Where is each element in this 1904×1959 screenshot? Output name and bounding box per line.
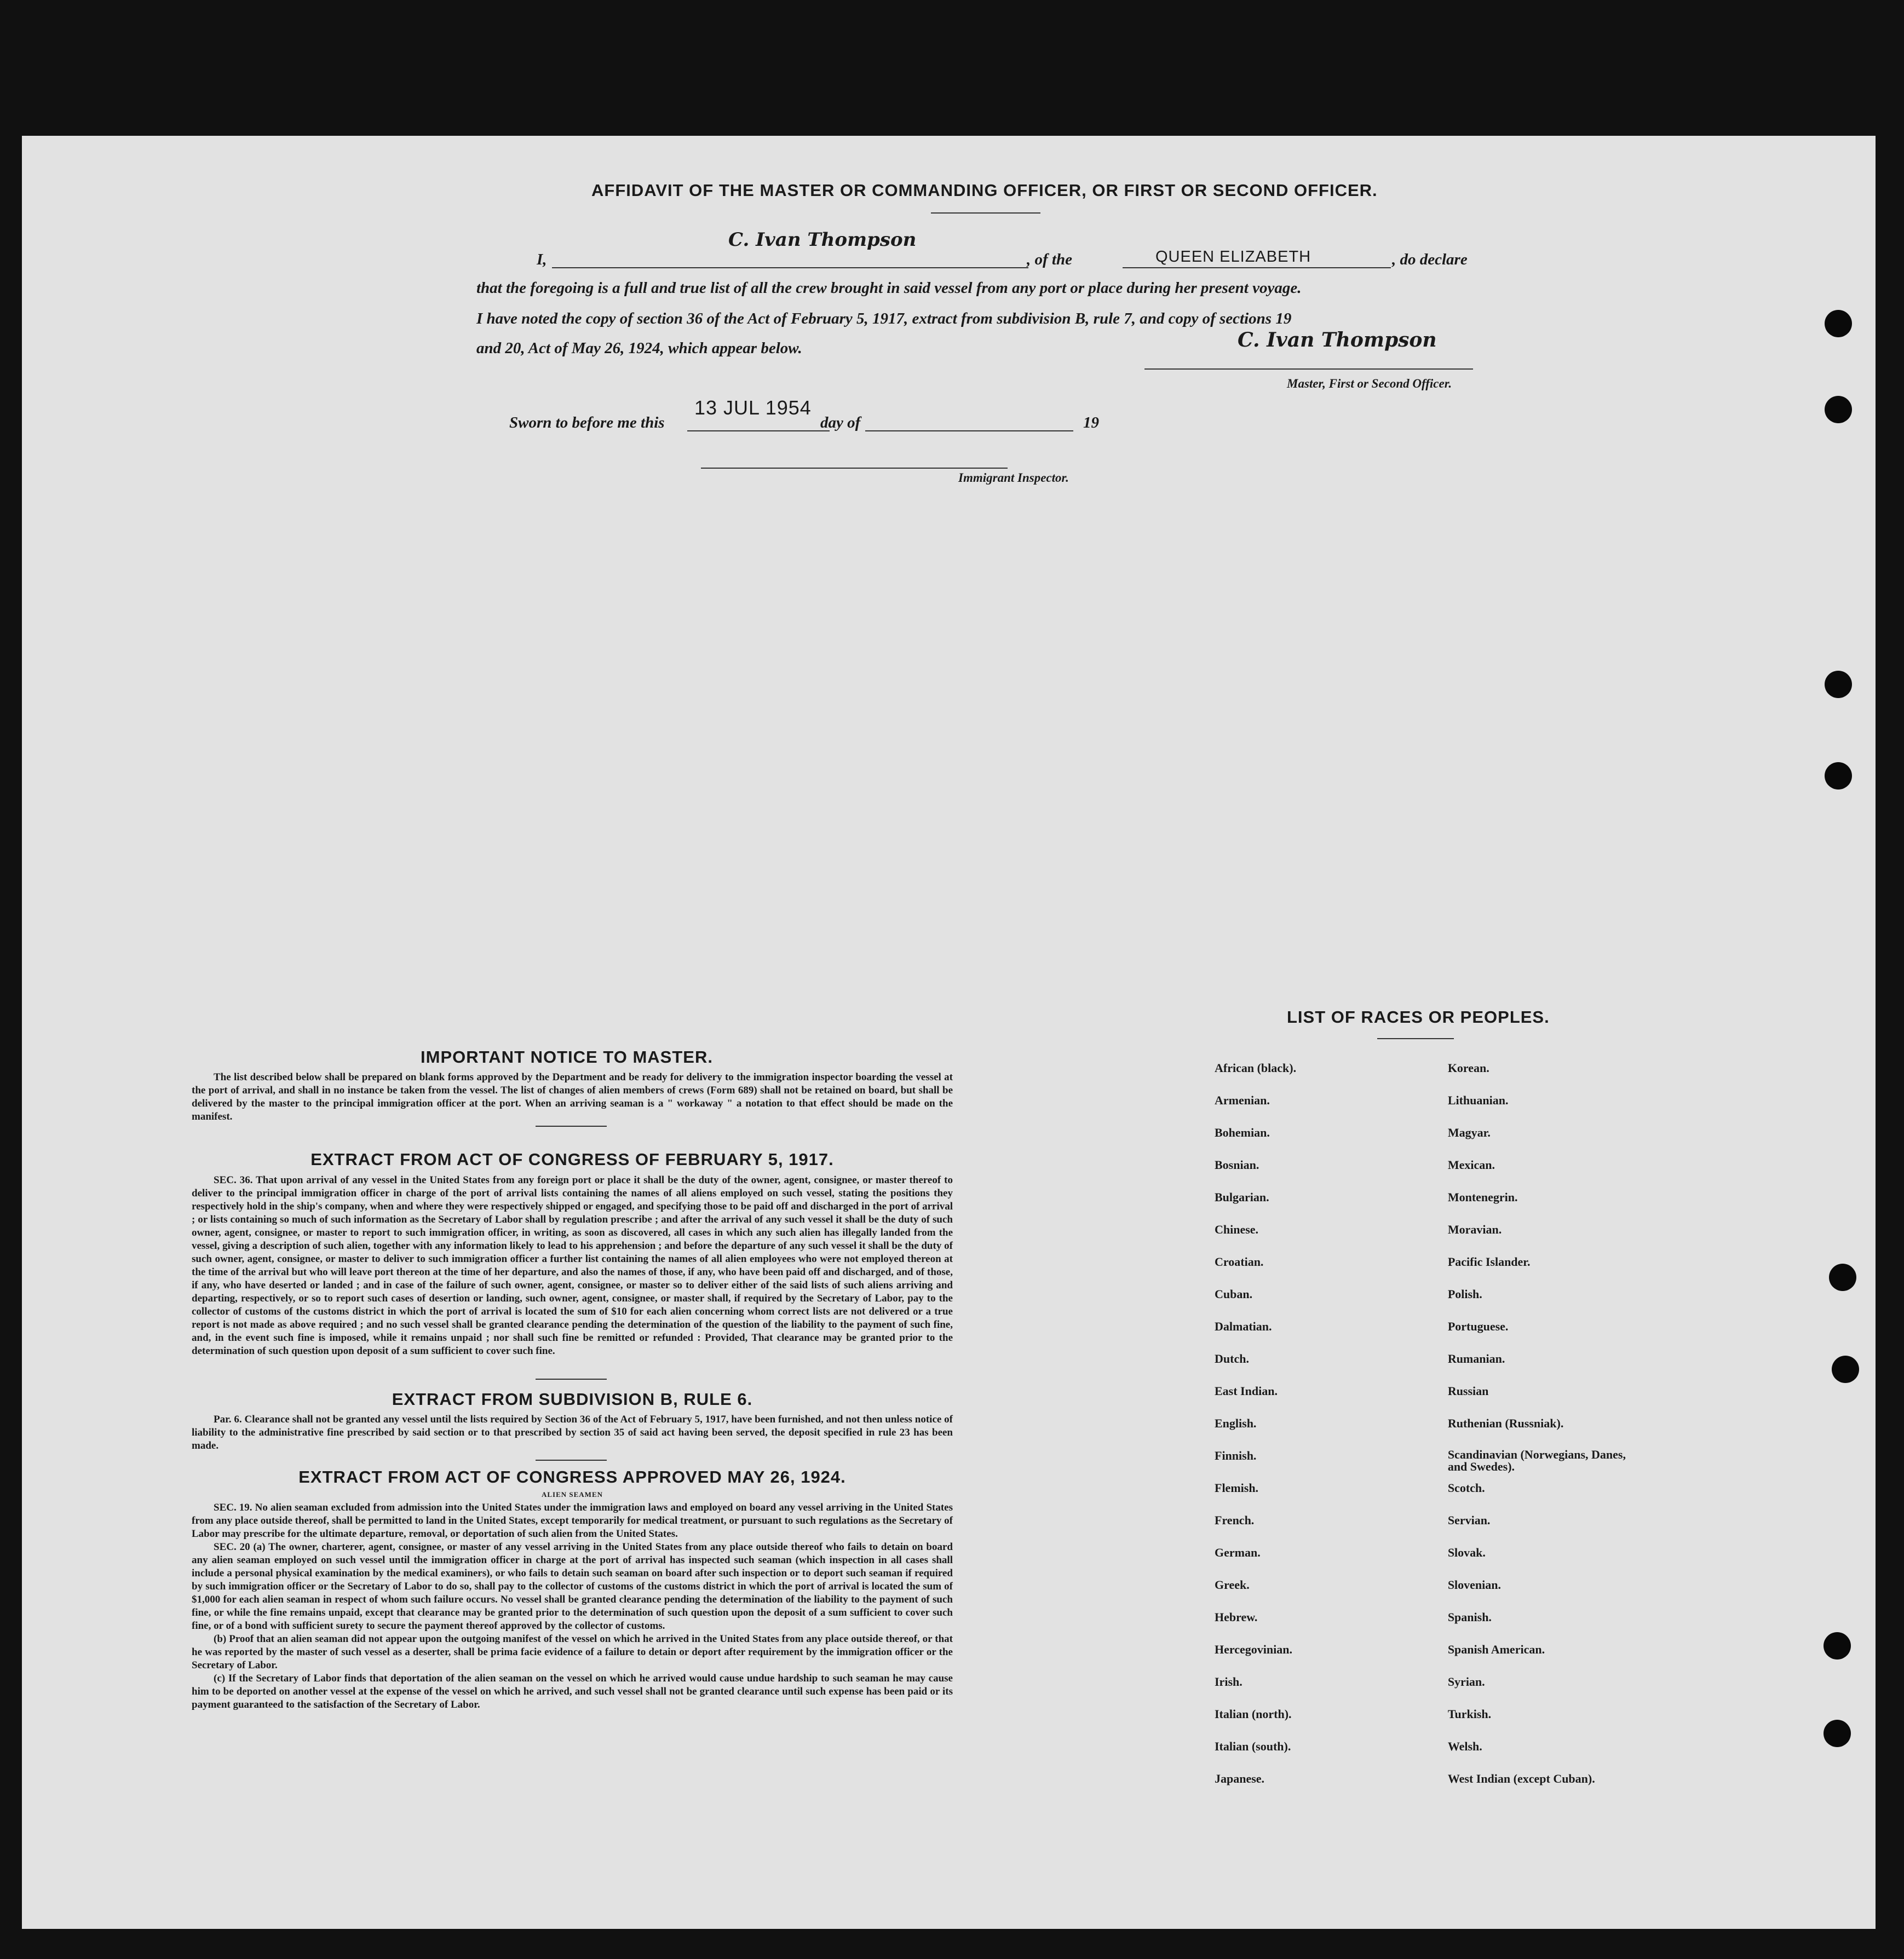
extract-1917-title: EXTRACT FROM ACT OF CONGRESS OF FEBRUARY 5, 1917. — [310, 1150, 834, 1169]
race-left-item: French. — [1215, 1513, 1255, 1527]
notice-title: IMPORTANT NOTICE TO MASTER. — [421, 1047, 713, 1067]
race-left-item: English. — [1215, 1416, 1257, 1430]
race-right-item: Welsh. — [1447, 1739, 1482, 1753]
race-right-item: Rumanian. — [1447, 1352, 1505, 1365]
sec19-text: SEC. 19. No alien seaman excluded from admission into the United States under the immigration laws and employed on board any vessel arriving in the United States from any place outside thereof, shall be permitted to land in the United States, except temporarily for medical treatment, or pursuant to such regulations as the Secretary of Labor may prescribe for the ultimate departure, removal, or deportation of such alien from the United States. — [192, 1502, 953, 1540]
race-row — [1215, 1416, 1631, 1449]
race-left-item: Dutch. — [1215, 1352, 1249, 1365]
race-left-item: Irish. — [1215, 1675, 1243, 1689]
affidavit-line4: and 20, Act of May 26, 1924, which appear below. — [476, 339, 802, 357]
race-row — [1215, 1352, 1631, 1384]
punch-hole-1 — [1825, 310, 1852, 337]
rule6-rule — [536, 1460, 607, 1461]
vessel-name: QUEEN ELIZABETH — [1155, 248, 1311, 266]
sec20a-text: SEC. 20 (a) The owner, charterer, agent, consignee, or master of any vessel arriving in the United States from any place outside thereof who fails to detain on board any alien seaman employed on such vessel until the immigration officer in charge at the port of arrival has inspected such seaman (which inspection in all cases shall include a personal physical examination by the medical examiners), or who fails to detain such seaman on board after such inspection or to deport such seaman if required by such immigration officer or the Secretary of Labor to do so, shall pay to the collector of customs of the customs district in which the port of arrival is located the sum of $1,000 for each alien seaman in respect of whom such failure occurs. No vessel shall be granted clearance pending the determination of the liability to the payment of such fine, or while the fine remains unpaid, except that clearance may be granted prior to the determination of such question upon the deposit of a sum sufficient to cover such fine, or of a bond with sufficient surety to secure the payment thereof approved by the collector of customs. — [192, 1541, 953, 1632]
race-right-item: Spanish. — [1447, 1610, 1492, 1624]
race-right-item: Ruthenian (Russniak). — [1447, 1416, 1564, 1430]
race-left-item: Hebrew. — [1215, 1610, 1258, 1624]
affidavit-line3: I have noted the copy of section 36 of the Act of February 5, 1917, extract from subdivision B, rule 7, and copy of sections 19 — [476, 310, 1292, 327]
extract-1924-body — [192, 1501, 953, 1712]
master-signature: C. Ivan Thompson — [1238, 329, 1437, 352]
sworn-date-stamp: 13 JUL 1954 — [694, 396, 812, 419]
vessel-line — [1123, 267, 1391, 268]
rule6-text: Par. 6. Clearance shall not be granted any vessel until the lists required by Section 36 of the Act of February 5, 1917, have been furnished, and not then unless notice of liability to the administrative fine prescribed by said section or to that prescribed by section 35 of said act having been served, the deposit specified in rule 23 has been made. — [192, 1414, 953, 1451]
race-right-item: Portuguese. — [1447, 1320, 1509, 1333]
punch-hole-2 — [1825, 396, 1852, 423]
race-left-item: Cuban. — [1215, 1287, 1253, 1301]
inspector-label: Immigrant Inspector. — [958, 471, 1069, 485]
punch-hole-4 — [1825, 762, 1852, 790]
affidavit-line2: that the foregoing is a full and true list of all the crew brought in said vessel from any port or place during her present voyage. — [476, 279, 1302, 297]
race-left-item: Japanese. — [1215, 1772, 1265, 1785]
extract-1917-rule — [536, 1379, 607, 1380]
race-right-item: Slovenian. — [1447, 1578, 1502, 1592]
race-left-item: African (black). — [1215, 1061, 1297, 1075]
race-left-item: Bohemian. — [1215, 1126, 1270, 1139]
race-right-item: Scandinavian (Norwegians, Danes, and Swedes). — [1447, 1448, 1626, 1473]
race-left-item: Italian (south). — [1215, 1739, 1291, 1753]
race-left-item: Chinese. — [1215, 1223, 1259, 1236]
master-signature-line — [1144, 368, 1473, 370]
race-row — [1215, 1610, 1631, 1643]
race-left-item: Armenian. — [1215, 1093, 1270, 1107]
sworn-date-line — [687, 430, 830, 431]
affidavit-i-label: I, — [537, 251, 547, 268]
race-row — [1215, 1772, 1631, 1804]
race-right-item: Syrian. — [1447, 1675, 1485, 1689]
race-row — [1215, 1190, 1631, 1223]
race-row — [1215, 1513, 1631, 1546]
races-table — [1215, 1061, 1631, 1804]
race-left-item: Hercegovinian. — [1215, 1643, 1292, 1656]
notice-text: The list described below shall be prepared on blank forms approved by the Department and be ready for delivery to the immigration inspector boarding the vessel at the port of arrival, and shall in no instance be taken from the vessel. The list of changes of alien members of crews (Form 689) shall not be retained on board, but shall be delivered by the master to the principal immigration officer at the port. When an arriving seaman is a " workaway " a notation to that effect should be made on the manifest. — [192, 1071, 953, 1122]
sworn-label: Sworn to before me this — [509, 414, 665, 431]
race-row — [1215, 1578, 1631, 1610]
race-right-item: Pacific Islander. — [1447, 1255, 1531, 1269]
race-row — [1215, 1287, 1631, 1320]
signature-name: C. Ivan Thompson — [728, 229, 917, 251]
race-row — [1215, 1481, 1631, 1513]
race-row — [1215, 1320, 1631, 1352]
race-right-item: Moravian. — [1447, 1223, 1502, 1236]
race-right-item: Montenegrin. — [1447, 1190, 1518, 1204]
month-line — [865, 430, 1073, 431]
race-row — [1215, 1707, 1631, 1739]
races-title: LIST OF RACES OR PEOPLES. — [1287, 1007, 1550, 1027]
race-right-item: Servian. — [1447, 1513, 1491, 1527]
do-declare-label: , do declare — [1392, 251, 1468, 268]
race-row — [1215, 1546, 1631, 1578]
inspector-line — [701, 468, 1008, 469]
year-label: 19 — [1083, 414, 1099, 431]
race-row — [1215, 1384, 1631, 1416]
race-left-item: East Indian. — [1215, 1384, 1278, 1398]
affidavit-title: AFFIDAVIT OF THE MASTER OR COMMANDING OFFICER, OR FIRST OR SECOND OFFICER. — [591, 181, 1378, 200]
punch-hole-7 — [1824, 1632, 1851, 1660]
race-right-item: Polish. — [1447, 1287, 1482, 1301]
master-label: Master, First or Second Officer. — [1287, 377, 1452, 390]
sec20c-text: (c) If the Secretary of Labor finds that deportation of the alien seaman on the vessel on which he arrived would cause undue hardship to such seaman he may cause him to be deported on another vessel at the expense of the vessel on which he arrived, and such vessel shall not be granted clearance until such expense has been paid or its payment guaranteed to the satisfaction of the Secretary of Labor. — [192, 1673, 953, 1710]
race-left-item: Finnish. — [1215, 1449, 1257, 1462]
punch-hole-8 — [1824, 1720, 1851, 1747]
race-left-item: Bulgarian. — [1215, 1190, 1269, 1204]
race-row — [1215, 1223, 1631, 1255]
race-left-item: Croatian. — [1215, 1255, 1264, 1269]
of-the-label: , of the — [1027, 251, 1072, 268]
punch-hole-3 — [1825, 671, 1852, 698]
race-left-item: Flemish. — [1215, 1481, 1259, 1495]
extract-1924-title: EXTRACT FROM ACT OF CONGRESS APPROVED MAY 26, 1924. — [298, 1467, 846, 1486]
race-right-item: Scotch. — [1447, 1481, 1485, 1495]
race-row — [1215, 1126, 1631, 1158]
notice-rule — [536, 1126, 607, 1127]
race-right-item: Lithuanian. — [1447, 1093, 1509, 1107]
sec20b-text: (b) Proof that an alien seaman did not appear upon the outgoing manifest of the vessel on which he arrived in the United States from any place outside thereof, or that he was reported by the master of such vessel as a deserter, shall be prima facie evidence of a failure to detain or deport after requirement by the immigration officer or the Secretary of Labor. — [192, 1633, 953, 1671]
race-right-item: Mexican. — [1447, 1158, 1495, 1172]
race-right-item: Turkish. — [1447, 1707, 1492, 1721]
race-row — [1215, 1255, 1631, 1287]
punch-hole-6 — [1832, 1356, 1859, 1383]
race-left-item: Dalmatian. — [1215, 1320, 1272, 1333]
race-row — [1215, 1449, 1631, 1481]
title-rule — [931, 212, 1040, 214]
punch-hole-5 — [1829, 1264, 1856, 1291]
name-line — [552, 267, 1028, 268]
race-row — [1215, 1643, 1631, 1675]
extract-1917-text: SEC. 36. That upon arrival of any vessel in the United States from any foreign port or place it shall be the duty of the owner, agent, consignee, or master thereof to deliver to the principal immigration officer in charge of the port of arrival lists containing the names of all aliens employed on such vessel, stating the positions they respectively hold in the ship's company, when and where they were respectively shipped or engaged, and specifying those to be paid off and discharged in the port of arrival ; or lists containing so much of such information as the Secretary of Labor shall by regulation prescribe ; and after the arrival of any such vessel it shall be the duty of such owner, agent, consignee, or master to report to such immigration officer, in writing, as soon as discovered, all cases in which any such alien has illegally landed from the vessel, giving a description of such alien, together with any information likely to lead to his apprehension ; and before the departure of any such vessel it shall be the duty of such owner, agent, consignee, or master to deliver to such immigration officer a further list containing the names of all alien employees who were not employed thereon at the time of the arrival but who will leave port thereon at the time of her departure, and also the names of those, if any, who have been paid off and discharged, and of those, if any, who have deserted or landed ; and in case of the failure of such owner, agent, consignee, or master so to deliver either of the said lists of such aliens arriving and departing, respectively, or so to report such cases of desertion or landing, such owner, agent, consignee, or master shall, if required by the Secretary of Labor, pay to the collector of customs of the customs district in which the port of arrival is located the sum of $10 for each alien concerning whom correct lists are not delivered or a true report is not made as above required ; and no such vessel shall be granted clearance pending the determination of the question of the liability to the payment of such fine, and, in the event such fine is imposed, while it remains unpaid ; nor shall such fine be remitted or refunded : Provided, That clearance may be granted prior to the determination of such question upon deposit of a sum sufficient to cover such fine. — [192, 1174, 953, 1357]
race-right-item: Slovak. — [1447, 1546, 1486, 1559]
rule6-title: EXTRACT FROM SUBDIVISION B, RULE 6. — [392, 1390, 753, 1409]
document-page — [22, 136, 1876, 1929]
races-rule — [1377, 1038, 1454, 1039]
race-left-item: Greek. — [1215, 1578, 1250, 1592]
race-row — [1215, 1158, 1631, 1190]
race-left-item: German. — [1215, 1546, 1261, 1559]
race-right-item: Spanish American. — [1447, 1643, 1545, 1656]
race-left-item: Italian (north). — [1215, 1707, 1292, 1721]
race-row — [1215, 1675, 1631, 1707]
race-row — [1215, 1061, 1631, 1093]
race-row — [1215, 1093, 1631, 1126]
race-left-item: Bosnian. — [1215, 1158, 1259, 1172]
race-row — [1215, 1739, 1631, 1772]
day-of-label: day of — [820, 414, 861, 431]
race-right-item: West Indian (except Cuban). — [1447, 1772, 1595, 1785]
race-right-item: Russian — [1447, 1384, 1489, 1398]
race-right-item: Magyar. — [1447, 1126, 1491, 1139]
extract-1924-subtitle: ALIEN SEAMEN — [541, 1490, 603, 1499]
race-right-item: Korean. — [1447, 1061, 1489, 1075]
